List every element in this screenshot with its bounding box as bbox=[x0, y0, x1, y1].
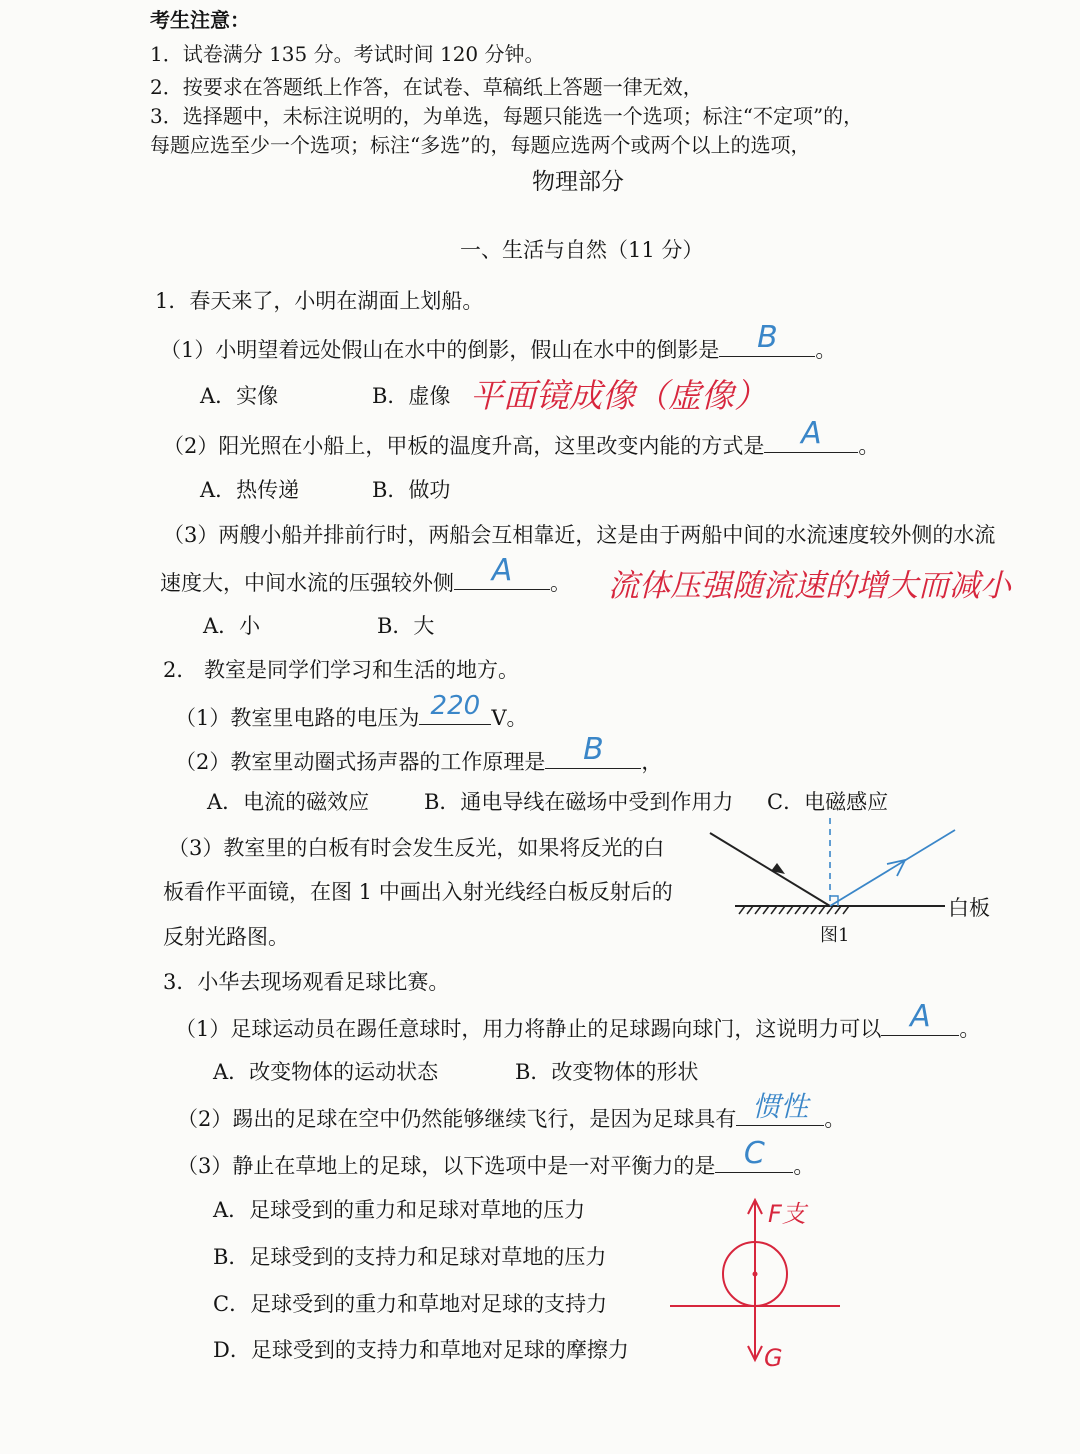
q1-3-answer: A bbox=[491, 553, 513, 588]
q1-1-option-a: A．实像 bbox=[200, 384, 279, 408]
q3-3-option-d: D．足球受到的支持力和草地对足球的摩擦力 bbox=[213, 1338, 629, 1362]
q1-2-text: （2）阳光照在小船上，甲板的温度升高，这里改变内能的方式是 bbox=[163, 434, 765, 458]
force-diagram bbox=[668, 1190, 848, 1380]
q1-3-answer-blank[interactable] bbox=[454, 553, 550, 590]
part-title: 物理部分 bbox=[532, 169, 624, 195]
q2-2-question bbox=[175, 732, 663, 776]
q3-1-option-b: B．改变物体的形状 bbox=[515, 1060, 699, 1084]
q3-stem: 3．小华去现场观看足球比赛。 bbox=[163, 970, 450, 994]
q3-3-answer-blank[interactable] bbox=[715, 1136, 793, 1173]
q2-2-answer-blank[interactable] bbox=[545, 732, 641, 769]
figure-1-reflection-diagram bbox=[705, 818, 965, 928]
q2-3-line3: 反射光路图。 bbox=[163, 925, 289, 949]
q3-1-answer: A bbox=[910, 999, 931, 1034]
q1-stem: 1．春天来了，小明在湖面上划船。 bbox=[155, 289, 484, 313]
q1-1-question bbox=[160, 320, 837, 364]
q3-3-option-b: B．足球受到的支持力和足球对草地的压力 bbox=[213, 1245, 607, 1269]
q1-2-option-a: A．热传递 bbox=[200, 478, 300, 502]
q1-2-option-b: B．做功 bbox=[372, 478, 451, 502]
q2-3-line2: 板看作平面镜，在图 1 中画出入射光线经白板反射后的 bbox=[163, 880, 673, 904]
q3-1-answer-blank[interactable] bbox=[881, 999, 959, 1036]
q3-2-text: （2）踢出的足球在空中仍然能够继续飞行，是因为足球具有 bbox=[177, 1107, 737, 1131]
q1-1-text: （1）小明望着远处假山在水中的倒影，假山在水中的倒影是 bbox=[160, 338, 720, 362]
q2-2-option-b: B．通电导线在磁场中受到作用力 bbox=[424, 790, 734, 814]
q3-2-question bbox=[177, 1090, 846, 1133]
notice-title: 考生注意： bbox=[150, 8, 250, 32]
q2-2-option-c: C．电磁感应 bbox=[767, 790, 889, 814]
q2-1-text: （1）教室里电路的电压为 bbox=[175, 706, 420, 730]
notice-item-1: 1．试卷满分 135 分。考试时间 120 分钟。 bbox=[150, 42, 545, 66]
notice-item-4: 每题应选至少一个选项；标注“多选”的，每题应选两个或两个以上的选项， bbox=[150, 133, 811, 157]
q1-2-end: 。 bbox=[858, 434, 880, 458]
notice-item-2: 2．按要求在答题纸上作答，在试卷、草稿纸上答题一律无效， bbox=[150, 75, 703, 99]
q3-1-text: （1）足球运动员在踢任意球时，用力将静止的足球踢向球门，这说明力可以 bbox=[175, 1017, 882, 1041]
q1-1-annotation: 平面镜成像（虚像） bbox=[470, 376, 767, 415]
q1-3-annotation: 流体压强随流速的增大而减小 bbox=[608, 568, 1011, 604]
whiteboard-hatching bbox=[739, 906, 849, 914]
figure-1-whiteboard-label: 白板 bbox=[948, 896, 990, 920]
q3-3-text: （3）静止在草地上的足球，以下选项中是一对平衡力的是 bbox=[177, 1154, 716, 1178]
q1-3-option-b: B．大 bbox=[377, 614, 435, 638]
q2-1-answer: 220 bbox=[430, 691, 481, 721]
reflected-ray bbox=[830, 830, 955, 906]
q3-3-answer: C bbox=[743, 1136, 765, 1171]
q1-1-end: 。 bbox=[815, 338, 837, 362]
q1-1-option-b: B．虚像 bbox=[372, 384, 451, 408]
q3-3-option-c: C．足球受到的重力和草地对足球的支持力 bbox=[213, 1292, 608, 1316]
q2-1-end: V。 bbox=[491, 706, 528, 730]
q1-3-end: 。 bbox=[550, 571, 571, 595]
q1-1-answer: B bbox=[757, 320, 778, 355]
support-force-label: F支 bbox=[768, 1200, 806, 1228]
q1-3-option-a: A．小 bbox=[203, 614, 261, 638]
q2-3-line1: （3）教室里的白板有时会发生反光，如果将反光的白 bbox=[168, 836, 665, 860]
q1-2-question bbox=[163, 416, 880, 460]
figure-1-caption: 图1 bbox=[820, 925, 850, 946]
center-point bbox=[753, 1272, 758, 1277]
q2-2-text: （2）教室里动圈式扬声器的工作原理是 bbox=[175, 750, 546, 774]
q1-2-answer: A bbox=[801, 416, 822, 451]
q2-2-option-a: A．电流的磁效应 bbox=[207, 790, 370, 814]
q3-2-answer-blank[interactable] bbox=[736, 1090, 824, 1126]
q3-2-answer: 惯性 bbox=[752, 1090, 809, 1123]
q3-3-end: 。 bbox=[793, 1154, 815, 1178]
incident-ray bbox=[710, 833, 830, 906]
q3-1-option-a: A．改变物体的运动状态 bbox=[213, 1060, 439, 1084]
q3-1-question bbox=[175, 999, 981, 1043]
q2-2-answer: B bbox=[583, 732, 604, 767]
q1-3-line1: （3）两艘小船并排前行时，两船会互相靠近，这是由于两船中间的水流速度较外侧的水流 bbox=[163, 523, 996, 547]
q3-3-question bbox=[177, 1136, 815, 1180]
q2-stem: 2． 教室是同学们学习和生活的地方。 bbox=[163, 658, 520, 682]
q2-1-answer-blank[interactable] bbox=[419, 691, 491, 725]
q2-2-end: ， bbox=[641, 750, 663, 774]
gravity-label: G bbox=[764, 1344, 783, 1372]
q3-3-option-a: A．足球受到的重力和足球对草地的压力 bbox=[213, 1198, 586, 1222]
notice-item-3: 3．选择题中，未标注说明的，为单选，每题只能选一个选项；标注“不定项”的， bbox=[150, 104, 864, 128]
q1-2-answer-blank[interactable] bbox=[764, 416, 858, 453]
q3-2-end: 。 bbox=[824, 1107, 846, 1131]
q2-1-question bbox=[175, 691, 528, 732]
q1-3-text: 速度大，中间水流的压强较外侧 bbox=[160, 571, 454, 595]
q1-3-line2 bbox=[160, 553, 571, 597]
section-title: 一、生活与自然（11 分） bbox=[460, 238, 704, 262]
q3-1-end: 。 bbox=[959, 1017, 981, 1041]
q1-1-answer-blank[interactable] bbox=[719, 320, 815, 357]
